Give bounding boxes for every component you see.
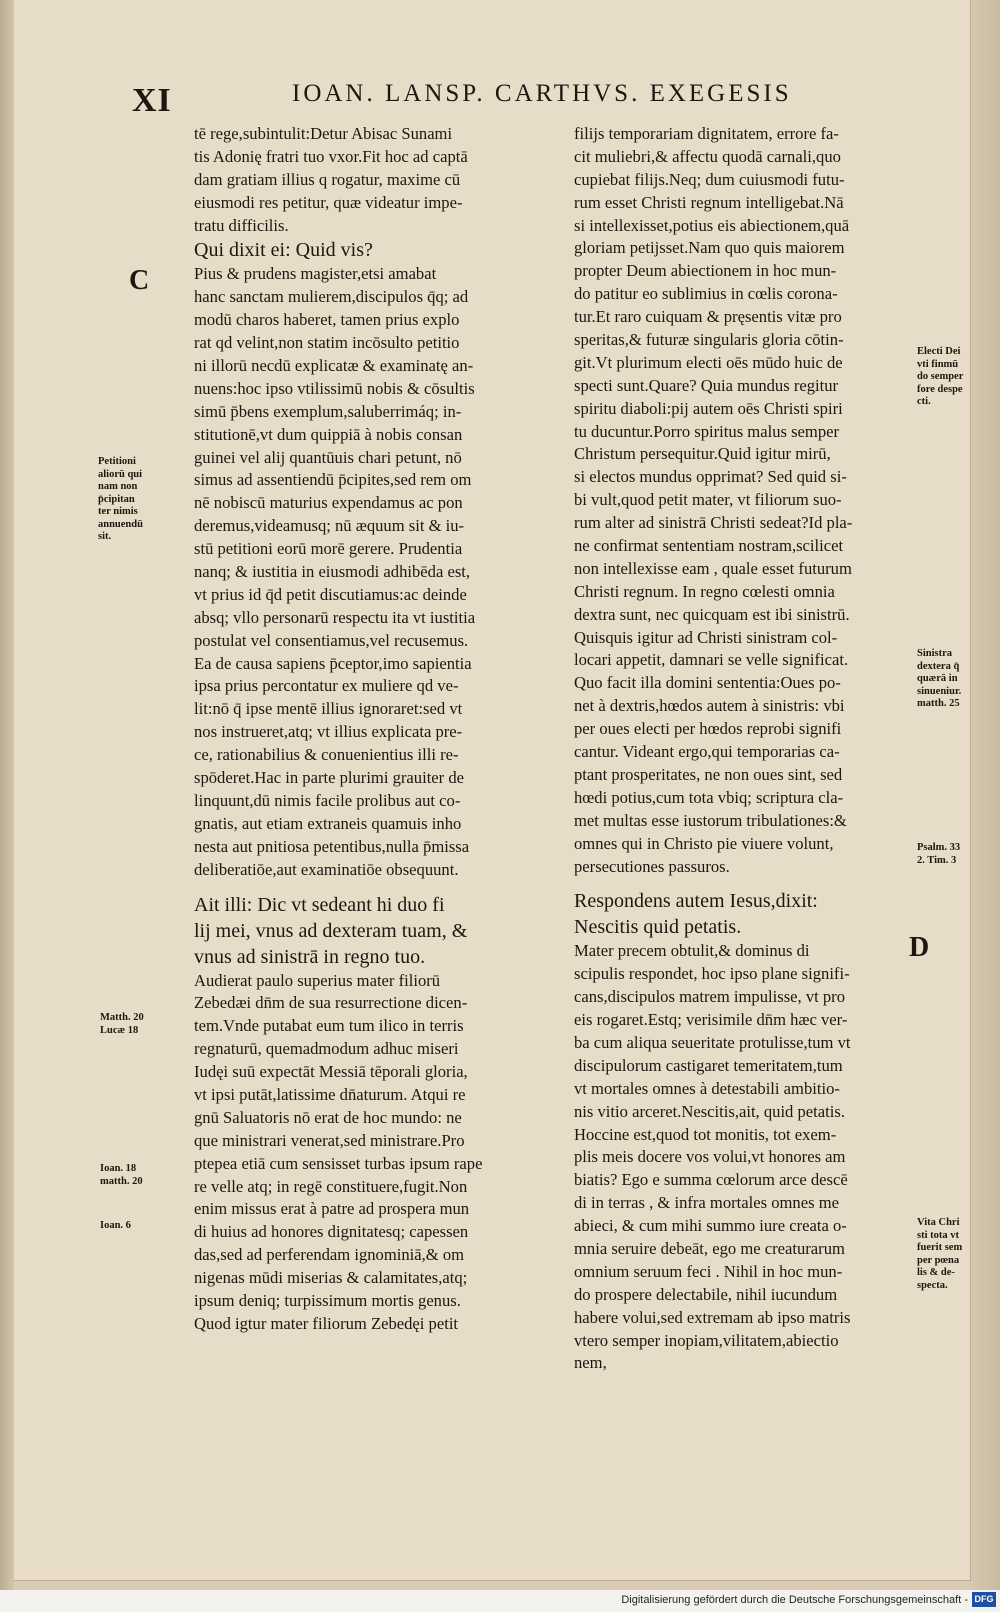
margin-note-line: matth. 25 xyxy=(917,698,960,709)
text-line: habere volui,sed extremam ab ipso matris xyxy=(574,1307,851,1327)
footer-bar xyxy=(0,1590,1000,1612)
text-line: tu ducuntur.Porro spiritus malus semper xyxy=(574,421,840,441)
text-line: discipulorum castigaret temeritatem,tum xyxy=(574,1055,843,1075)
text-line: hanc sanctam mulierem,discipulos q̄q; ad xyxy=(194,287,469,307)
margin-note-line: 2. Tim. 3 xyxy=(917,854,957,866)
margin-note-ioan6 xyxy=(100,1220,131,1233)
text-line: Quo facit illa domini sententia:Oues po- xyxy=(574,673,841,693)
right-page-edge xyxy=(970,0,1000,1590)
paragraph-gap xyxy=(574,878,924,888)
margin-note-line: Ioan. 6 xyxy=(100,1220,131,1231)
right-text-column xyxy=(574,123,924,1375)
margin-note-electi xyxy=(917,346,963,409)
text-line: vtero semper inopiam,vilitatem,abiectio xyxy=(574,1330,839,1350)
text-line: ni illorū necdū explicatæ & examinatę an- xyxy=(194,356,474,376)
text-line: rum alter ad sinistrā Christi sedeat?Id pla- xyxy=(574,513,853,533)
dfg-logo: DFG xyxy=(972,1592,996,1607)
text-line: omnes qui in Christo pie viuere volunt, xyxy=(574,833,834,853)
margin-note-line: Lucæ 18 xyxy=(100,1024,139,1036)
text-line: ne confirmat sententiam nostram,scilicet xyxy=(574,536,844,556)
text-line: abieci, & cum mihi summo iure creata o- xyxy=(574,1216,847,1236)
text-line: cans,discipulos matrem impulisse, vt pro xyxy=(574,987,845,1007)
text-line: ce, rationabilius & conuenientius illi re- xyxy=(194,745,459,765)
text-line: ptерea etiā cum sensisset turbas ipsum rape xyxy=(194,1153,483,1173)
text-line: absq; vllo personarū respectu ita vt iustitia xyxy=(194,607,476,627)
margin-note-line: Vita Chri xyxy=(917,1217,960,1228)
text-line: das,sed ad perferendam ignominiā,& om xyxy=(194,1245,465,1265)
text-line: hœdi potius,cum tota vbiq; scriptura cla- xyxy=(574,787,844,807)
margin-note-petitioni xyxy=(98,456,143,544)
margin-note-ioan18 xyxy=(100,1163,143,1188)
text-line: modū charos haberet, tamen prius explo xyxy=(194,310,460,330)
text-line: biatis? Ego e summa cœlorum arce descē xyxy=(574,1170,848,1190)
text-line: met multas esse iustorum tribulationes:& xyxy=(574,810,847,830)
margin-note-line: Ioan. 18 xyxy=(100,1163,137,1174)
text-line: Iudęi suū expectāt Messiā tēporali gloria, xyxy=(194,1062,468,1082)
text-line: si electos mundus opprimat? Sed quid si- xyxy=(574,467,847,487)
margin-note-line: annuendū xyxy=(98,518,143,530)
text-line: ipsum deniq; turpissimum mortis genus. xyxy=(194,1290,461,1310)
rubric-line: Qui dixit ei: Quid vis? xyxy=(194,239,373,262)
folio-number: XI xyxy=(132,82,172,119)
text-line: gnatis, aut etiam extraneis quamuis inho xyxy=(194,813,462,833)
text-line: nuens:hoc ipso vtilissimū nobis & cōsultis xyxy=(194,378,475,398)
text-line: Ea de causa sapiens p̄ceptor,imo sapientia xyxy=(194,653,472,673)
text-line: net à dextris,hœdos autem à sinistris: vbi xyxy=(574,696,845,716)
margin-note-line: nam non xyxy=(98,481,138,492)
text-line: nigenas mūdi miserias & calamitates,atq; xyxy=(194,1268,468,1288)
text-line: Quisquis igitur ad Christi sinistram col- xyxy=(574,627,838,647)
text-line: ipsa prius percontatur ex muliere qd ve- xyxy=(194,676,459,696)
section-letter-c: C xyxy=(129,265,150,296)
text-line: spōderet.Hac in parte plurimi grauiter de xyxy=(194,768,465,788)
margin-note-line: vti finmū xyxy=(917,358,959,370)
text-line: Pius & prudens magister,etsi amabat xyxy=(194,264,437,284)
text-line: dam gratiam illius q rogatur, maxime cū xyxy=(194,169,461,189)
binding-edge xyxy=(0,0,14,1590)
text-line: tis Adonię fratri tuo vxor.Fit hoc ad captā xyxy=(194,146,468,166)
text-line: nesta aut pnitiosa petentibus,nulla p̄missa xyxy=(194,836,470,856)
margin-note-line: Sinistra xyxy=(917,648,953,659)
text-line: stitutionē,vt dum quippiā à nobis consan xyxy=(194,424,463,444)
rubric-line: Nescitis quid petatis. xyxy=(574,916,742,939)
text-line: Quod igtur mater filiorum Zebedęi petit xyxy=(194,1313,459,1333)
text-line: postulat vel consentiamus,vel recusemus. xyxy=(194,630,469,650)
text-line: tem.Vnde putabat eum tum ilico in terris xyxy=(194,1016,464,1036)
margin-note-vita xyxy=(917,1217,962,1292)
text-line: vt prius id q̄d petit discutiamus:ac deinde xyxy=(194,584,467,604)
text-line: di huius ad honores dignitatesq; capessen xyxy=(194,1222,469,1242)
margin-note-line: fuerit sem xyxy=(917,1242,963,1253)
text-line: filijs temporariam dignitatem, errore fa- xyxy=(574,124,839,143)
text-line: tratu difficilis. xyxy=(194,215,289,235)
margin-note-sinistra xyxy=(917,648,961,711)
text-line: eis rogaret.Estq; verisimile dn̄m hæc ver- xyxy=(574,1010,848,1030)
text-line: simus ad assentiendū p̄cipites,sed rem om xyxy=(194,470,472,490)
text-line: guinei vel alij quantūuis chari petunt, nō xyxy=(194,447,462,467)
text-line: nem, xyxy=(574,1353,607,1373)
text-line: Audierat paulo superius mater filiorū xyxy=(194,970,441,990)
margin-note-line: dextera q̄ xyxy=(917,660,960,672)
margin-note-line: Electi Dei xyxy=(917,346,961,357)
text-line: deliberatiōe,aut examinatiōe obsequunt. xyxy=(194,859,459,879)
text-line: Christi regnum. In regno cœlesti omnia xyxy=(574,581,835,601)
text-line: mnia seruire debeāt, ego me creaturarum xyxy=(574,1238,845,1258)
margin-note-line: Petitioni xyxy=(98,456,136,467)
margin-note-line: per pœna xyxy=(917,1254,960,1266)
margin-note-psalm xyxy=(917,842,960,867)
margin-note-line: sinueniur. xyxy=(917,685,962,697)
text-line: linquunt,dū nimis facile prolibus aut co- xyxy=(194,790,461,810)
text-line: bi vult,quod petit mater, vt filiorum suo- xyxy=(574,490,842,510)
text-line: rum esset Christi regnum intelligebat.Nā xyxy=(574,192,844,212)
text-line: Mater precem obtulit,& dominus di xyxy=(574,941,810,961)
text-line: speritas,& futuræ singularis gloria cōtin- xyxy=(574,330,844,350)
section-letter-d: D xyxy=(909,932,930,963)
text-line: locari appetit, damnari se velle significat. xyxy=(574,650,849,670)
text-line: specti sunt.Quare? Quia mundus regitur xyxy=(574,375,839,395)
left-text-column xyxy=(194,123,549,1336)
text-line: re velle atq; in regē constituere,fugit.Non xyxy=(194,1176,468,1196)
text-line: non intellexisse eam , quale esset futurum xyxy=(574,558,852,578)
text-line: do patitur eo sublimius in cœlis corona- xyxy=(574,284,838,304)
margin-note-line: fore despe xyxy=(917,383,963,395)
text-line: tur.Et raro cuiquam & pręsentis vitæ pro xyxy=(574,307,842,327)
text-line: do prospere delectabile, nihil iucundum xyxy=(574,1284,838,1304)
text-line: si intellexisset,potius eis abiectionem,quā xyxy=(574,215,850,235)
text-line: vt ipsi putāt,latissime dn̄aturum. Atqui re xyxy=(194,1084,466,1104)
running-head: IOAN. LANSP. CARTHVS. EXEGESIS xyxy=(292,80,792,107)
margin-note-line: p̄cipitan xyxy=(98,493,135,505)
funding-notice: Digitalisierung gefördert durch die Deutsche Forschungsgemeinschaft - xyxy=(621,1594,968,1606)
text-line: Hoccine est,quod tot monitis, tot exem- xyxy=(574,1124,837,1144)
margin-note-line: quærā in xyxy=(917,673,958,684)
text-line: di in terras , & infra mortales omnes me xyxy=(574,1193,839,1213)
text-line: ba cum aliqua seueritate protulisse,tum vt xyxy=(574,1032,851,1052)
text-line: spiritu diaboli:pij autem oēs Christi spiri xyxy=(574,398,843,418)
text-line: stū petitioni eorū morē gerere. Prudentia xyxy=(194,539,463,559)
text-line: cupiebat filijs.Neq; dum cuiusmodi futu- xyxy=(574,169,845,189)
margin-note-line: Matth. 20 xyxy=(100,1012,144,1023)
rubric-line: Ait illi: Dic vt sedeant hi duo fi xyxy=(194,893,445,916)
text-line: git.Vt plurimum electi oēs mūdo huic de xyxy=(574,352,843,372)
text-line: nē nobiscū maturius expendamus ac pon xyxy=(194,493,463,513)
text-line: vt mortales omnes à detestabili ambitio- xyxy=(574,1078,840,1098)
margin-note-line: matth. 20 xyxy=(100,1175,143,1187)
text-line: nos instrueret,atq; vt illius explicata pre- xyxy=(194,722,463,742)
text-line: ptant prosperitates, ne non oues sint, sed xyxy=(574,764,843,784)
text-line: plis meis docere vos volui,vt honores am xyxy=(574,1147,846,1167)
text-line: regnaturū, quemadmodum adhuc miseri xyxy=(194,1039,459,1059)
rubric-line: lij mei, vnus ad dexteram tuam, & xyxy=(194,919,468,942)
margin-note-line: ter nimis xyxy=(98,506,138,517)
text-line: nis vitio arceret.Nescitis,ait, quid petatis. xyxy=(574,1101,845,1121)
text-line: cantur. Videant ergo,qui temporarias ca- xyxy=(574,742,840,762)
text-line: omnium seruum feci . Nihil in hoc mun- xyxy=(574,1261,843,1281)
text-line: persecutiones passuros. xyxy=(574,856,730,876)
margin-note-line: aliorū qui xyxy=(98,468,143,480)
text-line: eiusmodi res petitur, quæ videatur impe- xyxy=(194,192,463,212)
paragraph-gap xyxy=(194,882,549,892)
text-line: gloriam petijsset.Nam quo quis maiorem xyxy=(574,238,845,258)
rubric-line: vnus ad sinistrā in regno tuo. xyxy=(194,945,426,968)
text-line: cit muliebri,& affectu quodā carnali,quo xyxy=(574,146,841,166)
text-line: nanq; & iustitia in eiusmodi adhibēda est, xyxy=(194,562,471,582)
margin-note-matth20 xyxy=(100,1012,144,1037)
margin-note-line: lis & de- xyxy=(917,1267,955,1278)
text-line: per oues electi per hœdos reprobi signifi xyxy=(574,719,842,739)
text-line: Christum persequitur.Quid igitur mirū, xyxy=(574,444,831,464)
margin-note-line: sit. xyxy=(98,531,112,542)
margin-note-line: specta. xyxy=(917,1279,948,1291)
rubric-line: Respondens autem Iesus,dixit: xyxy=(574,890,818,913)
margin-note-line: cti. xyxy=(917,396,931,407)
margin-note-line: sti tota vt xyxy=(917,1229,959,1241)
text-line: gnū Saluatoris nō erat de hoc mundo: ne xyxy=(194,1107,462,1127)
text-line: deremus,videamusq; nū æquum sit & iu- xyxy=(194,516,465,536)
text-line: propter Deum abiectionem in hoc mun- xyxy=(574,261,837,281)
text-line: tē rege,subintulit:Detur Abisac Sunami xyxy=(194,124,453,143)
text-line: que ministrari venerat,sed ministrare.Pro xyxy=(194,1130,465,1150)
text-line: simū p̄bens exemplum,saluberrimáq; in- xyxy=(194,401,462,421)
margin-note-line: Psalm. 33 xyxy=(917,842,961,853)
margin-note-line: do semper xyxy=(917,371,964,382)
book-page xyxy=(14,0,971,1581)
text-line: dextra sunt, nec quicquam est ibi sinistrū. xyxy=(574,604,850,624)
text-line: scipulis respondet, hoc ipso plane signifi- xyxy=(574,964,850,984)
text-line: lit:nō q̄ ipse mentē illius ignoraret:sed vt xyxy=(194,699,463,719)
text-line: enim missus erat à patre ad prospera mun xyxy=(194,1199,470,1219)
text-line: Zebedæi dn̄m de sua resurrectione dicen- xyxy=(194,993,468,1013)
text-line: rat qd velint,non statim incōsulto petitio xyxy=(194,333,460,353)
